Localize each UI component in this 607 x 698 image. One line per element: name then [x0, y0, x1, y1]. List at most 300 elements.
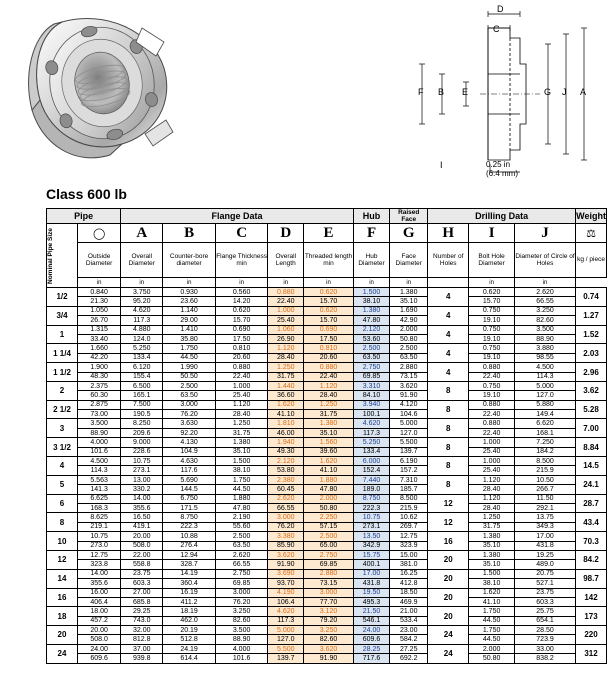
cell-in-7: 4.120 [390, 400, 428, 409]
cell-number-of-holes: 12 [428, 494, 469, 513]
cell-mm-2: 411.2 [163, 597, 216, 606]
col-title-number-of-holes: Number of Holes [428, 243, 469, 278]
cell-in-4: 1.000 [268, 306, 304, 315]
dim-label-A: A [580, 87, 587, 97]
table-row [47, 306, 607, 315]
cell-mm-9: 431.8 [515, 541, 576, 550]
col-title-bolt-hole-diameter: Bolt Hole Diameter [469, 243, 515, 278]
cell-in-1: 8.250 [121, 419, 163, 428]
cell-in-7: 27.25 [390, 644, 428, 653]
flange-3d-illustration [18, 10, 193, 170]
cell-mm-9: 838.2 [515, 654, 576, 663]
cell-mm-5: 69.85 [304, 560, 354, 569]
cell-nominal-pipe-size: 16 [47, 588, 78, 607]
cell-mm-1: 330.2 [121, 485, 163, 494]
cell-number-of-holes: 24 [428, 644, 469, 663]
cell-in-1: 7.500 [121, 400, 163, 409]
cell-in-5: 2.000 [304, 494, 354, 503]
cell-nominal-pipe-size: 8 [47, 513, 78, 532]
cell-number-of-holes: 4 [428, 325, 469, 344]
cell-mm-4: 85.90 [268, 541, 304, 550]
col-title-counterbore-diameter: Counter-bore diameter [163, 243, 216, 278]
table-row-mm [47, 410, 607, 419]
unit-in-holes [428, 278, 469, 288]
cell-in-6: 6.000 [353, 457, 389, 466]
cell-nominal-pipe-size: 1 1/4 [47, 344, 78, 363]
cell-mm-5: 31.75 [304, 410, 354, 419]
cell-mm-0: 60.30 [78, 391, 121, 400]
cell-in-5: 0.620 [304, 306, 354, 315]
col-title-overall-diameter: Overall Diameter [121, 243, 163, 278]
table-row-mm [47, 541, 607, 550]
cell-in-8: 1.620 [469, 588, 515, 597]
cell-in-2: 1.750 [163, 344, 216, 353]
cell-in-5: 0.810 [304, 344, 354, 353]
cell-in-7: 10.62 [390, 513, 428, 522]
cell-in-6: 8.750 [353, 494, 389, 503]
cell-mm-8: 25.40 [469, 447, 515, 456]
cell-in-4: 2.380 [268, 475, 304, 484]
cell-mm-6: 152.4 [353, 466, 389, 475]
cell-number-of-holes: 20 [428, 588, 469, 607]
cell-number-of-holes: 8 [428, 475, 469, 494]
cell-mm-4: 93.70 [268, 579, 304, 588]
cell-mm-5: 79.20 [304, 616, 354, 625]
cell-in-5: 0.880 [304, 363, 354, 372]
cell-mm-1: 558.8 [121, 560, 163, 569]
cell-mm-3: 47.80 [215, 503, 267, 512]
cell-mm-1: 419.1 [121, 522, 163, 531]
table-row-mm [47, 616, 607, 625]
cell-mm-8: 35.10 [469, 560, 515, 569]
cell-in-3: 3.250 [215, 607, 267, 616]
cell-weight: 0.74 [576, 288, 607, 307]
cell-mm-8: 19.10 [469, 391, 515, 400]
cell-mm-2: 29.00 [163, 316, 216, 325]
cell-mm-7: 139.7 [390, 447, 428, 456]
cell-mm-8: 19.10 [469, 316, 515, 325]
cell-in-9: 2.620 [515, 288, 576, 297]
cell-in-9: 19.25 [515, 550, 576, 559]
cell-mm-5: 15.70 [304, 316, 354, 325]
unit-in-D: in [215, 278, 267, 288]
cell-in-0: 0.840 [78, 288, 121, 297]
cell-mm-7: 412.8 [390, 579, 428, 588]
cell-mm-3: 28.40 [215, 410, 267, 419]
cell-in-7: 21.00 [390, 607, 428, 616]
cell-mm-0: 141.3 [78, 485, 121, 494]
table-row-mm [47, 353, 607, 362]
cell-mm-8: 44.50 [469, 635, 515, 644]
cell-mm-8: 25.40 [469, 466, 515, 475]
cell-mm-5: 28.40 [304, 391, 354, 400]
cell-in-6: 2.120 [353, 325, 389, 334]
cell-mm-9: 603.3 [515, 597, 576, 606]
cell-in-5: 1.620 [304, 457, 354, 466]
cell-in-7: 15.00 [390, 550, 428, 559]
col-title-threaded-length: Threaded length min [304, 243, 354, 278]
cell-mm-9: 723.9 [515, 635, 576, 644]
table-row [47, 532, 607, 541]
dim-label-C: C [493, 24, 500, 34]
cell-mm-1: 228.6 [121, 447, 163, 456]
cell-in-6: 3.940 [353, 400, 389, 409]
cell-mm-0: 457.2 [78, 616, 121, 625]
table-row [47, 438, 607, 447]
cell-in-0: 24.00 [78, 644, 121, 653]
cell-in-8: 0.750 [469, 306, 515, 315]
cell-mm-7: 42.90 [390, 316, 428, 325]
cell-mm-9: 184.2 [515, 447, 576, 456]
col-title-outside-diameter: Outside Diameter [78, 243, 121, 278]
cell-in-5: 3.120 [304, 607, 354, 616]
cell-mm-3: 31.75 [215, 428, 267, 437]
cell-mm-8: 35.10 [469, 541, 515, 550]
table-row [47, 607, 607, 616]
cell-in-9: 4.500 [515, 363, 576, 372]
cell-mm-6: 189.0 [353, 485, 389, 494]
cell-number-of-holes: 8 [428, 438, 469, 457]
cell-mm-3: 35.10 [215, 447, 267, 456]
cell-weight: 142 [576, 588, 607, 607]
cell-in-8: 0.880 [469, 400, 515, 409]
cell-mm-8: 15.70 [469, 297, 515, 306]
cell-mm-6: 117.3 [353, 428, 389, 437]
table-row [47, 325, 607, 334]
cell-mm-4: 66.55 [268, 503, 304, 512]
cell-in-1: 6.500 [121, 381, 163, 390]
cell-weight: 8.84 [576, 438, 607, 457]
cell-in-0: 12.75 [78, 550, 121, 559]
cell-mm-0: 33.40 [78, 334, 121, 343]
dim-label-B: B [438, 87, 445, 97]
cell-in-7: 5.000 [390, 419, 428, 428]
table-row [47, 588, 607, 597]
table-row-mm [47, 466, 607, 475]
cell-in-3: 1.380 [215, 438, 267, 447]
cell-in-4: 3.000 [268, 513, 304, 522]
cell-in-7: 7.310 [390, 475, 428, 484]
cell-mm-6: 133.4 [353, 447, 389, 456]
table-row [47, 569, 607, 578]
cell-in-6: 13.50 [353, 532, 389, 541]
cell-mm-6: 273.1 [353, 522, 389, 531]
cell-in-7: 16.25 [390, 569, 428, 578]
cell-mm-1: 117.3 [121, 316, 163, 325]
table-row-mm [47, 654, 607, 663]
cell-in-9: 6.620 [515, 419, 576, 428]
cell-in-1: 27.00 [121, 588, 163, 597]
cell-in-3: 4.000 [215, 644, 267, 653]
cell-mm-3: 82.60 [215, 616, 267, 625]
cell-number-of-holes: 8 [428, 381, 469, 400]
col-title-overall-length: Overall Length [268, 243, 304, 278]
dim-label-J: J [562, 87, 567, 97]
cell-mm-6: 400.1 [353, 560, 389, 569]
weight-scale-icon: ⚖ [576, 224, 607, 243]
cell-mm-6: 546.1 [353, 616, 389, 625]
cell-in-3: 3.500 [215, 626, 267, 635]
cell-mm-6: 47.80 [353, 316, 389, 325]
cell-mm-5: 73.15 [304, 579, 354, 588]
cell-in-1: 32.00 [121, 626, 163, 635]
cell-mm-4: 60.45 [268, 485, 304, 494]
cell-mm-1: 355.6 [121, 503, 163, 512]
cell-mm-4: 26.90 [268, 334, 304, 343]
cell-mm-7: 692.2 [390, 654, 428, 663]
letter-header-J: J [515, 224, 576, 243]
cell-in-1: 3.750 [121, 288, 163, 297]
table-row-mm [47, 297, 607, 306]
cell-in-7: 6.190 [390, 457, 428, 466]
cell-in-2: 24.19 [163, 644, 216, 653]
cell-mm-3: 88.90 [215, 635, 267, 644]
cell-in-7: 8.500 [390, 494, 428, 503]
cell-in-7: 2.000 [390, 325, 428, 334]
cell-in-2: 20.19 [163, 626, 216, 635]
cell-in-4: 1.810 [268, 419, 304, 428]
cell-in-4: 1.060 [268, 325, 304, 334]
cell-in-8: 1.750 [469, 607, 515, 616]
cell-in-8: 0.750 [469, 344, 515, 353]
cell-in-0: 2.875 [78, 400, 121, 409]
cell-mm-7: 469.9 [390, 597, 428, 606]
drawings-area [0, 0, 607, 196]
cell-in-4: 1.250 [268, 363, 304, 372]
cell-in-9: 5.000 [515, 381, 576, 390]
cell-in-4: 5.000 [268, 626, 304, 635]
cell-in-0: 3.500 [78, 419, 121, 428]
cell-mm-7: 533.4 [390, 616, 428, 625]
cell-in-0: 14.00 [78, 569, 121, 578]
cell-mm-9: 654.1 [515, 616, 576, 625]
cell-in-2: 3.630 [163, 419, 216, 428]
cell-mm-6: 717.6 [353, 654, 389, 663]
cell-in-1: 29.25 [121, 607, 163, 616]
cell-mm-2: 117.6 [163, 466, 216, 475]
cell-mm-0: 355.6 [78, 579, 121, 588]
cell-mm-4: 28.40 [268, 353, 304, 362]
cell-mm-5: 17.50 [304, 334, 354, 343]
cell-in-6: 21.50 [353, 607, 389, 616]
cell-in-3: 1.880 [215, 494, 267, 503]
cell-in-1: 13.00 [121, 475, 163, 484]
cell-mm-4: 76.20 [268, 522, 304, 531]
cell-mm-7: 91.90 [390, 391, 428, 400]
cell-mm-8: 28.40 [469, 503, 515, 512]
table-row [47, 626, 607, 635]
cell-in-6: 19.50 [353, 588, 389, 597]
cell-mm-8: 19.10 [469, 334, 515, 343]
cell-in-1: 22.00 [121, 550, 163, 559]
cell-in-4: 1.620 [268, 400, 304, 409]
dim-label-F: F [418, 87, 424, 97]
cell-mm-7: 157.2 [390, 466, 428, 475]
cell-mm-7: 104.6 [390, 410, 428, 419]
cell-mm-2: 92.20 [163, 428, 216, 437]
cell-in-1: 23.75 [121, 569, 163, 578]
cell-mm-5: 57.15 [304, 522, 354, 531]
table-row [47, 494, 607, 503]
cell-mm-6: 495.3 [353, 597, 389, 606]
cell-mm-2: 171.5 [163, 503, 216, 512]
cell-mm-5: 65.00 [304, 541, 354, 550]
cell-in-0: 1.660 [78, 344, 121, 353]
cell-in-9: 28.50 [515, 626, 576, 635]
cell-in-3: 0.690 [215, 325, 267, 334]
cell-mm-8: 22.40 [469, 410, 515, 419]
table-row-mm [47, 503, 607, 512]
cell-nominal-pipe-size: 2 1/2 [47, 400, 78, 419]
cell-mm-7: 35.10 [390, 297, 428, 306]
cell-in-8: 1.120 [469, 475, 515, 484]
cell-in-7: 2.880 [390, 363, 428, 372]
cell-mm-4: 106.4 [268, 597, 304, 606]
cell-mm-9: 88.90 [515, 334, 576, 343]
cell-weight: 312 [576, 644, 607, 663]
table-body [47, 288, 607, 664]
cell-mm-6: 222.3 [353, 503, 389, 512]
cell-in-2: 4.630 [163, 457, 216, 466]
cell-mm-6: 84.10 [353, 391, 389, 400]
cell-in-2: 16.19 [163, 588, 216, 597]
cell-weight: 98.7 [576, 569, 607, 588]
cell-mm-7: 584.2 [390, 635, 428, 644]
cell-in-3: 1.500 [215, 457, 267, 466]
cell-mm-0: 101.6 [78, 447, 121, 456]
cell-in-0: 4.000 [78, 438, 121, 447]
cell-in-4: 1.120 [268, 344, 304, 353]
cell-in-3: 0.620 [215, 306, 267, 315]
cell-number-of-holes: 24 [428, 626, 469, 645]
cell-in-2: 6.750 [163, 494, 216, 503]
pipe-icon: ◯ [78, 224, 121, 243]
cell-mm-1: 603.3 [121, 579, 163, 588]
cell-mm-3: 63.50 [215, 541, 267, 550]
cell-in-4: 5.500 [268, 644, 304, 653]
cell-nominal-pipe-size: 10 [47, 532, 78, 551]
cell-mm-3: 44.50 [215, 485, 267, 494]
cell-mm-5: 47.80 [304, 485, 354, 494]
cell-nominal-pipe-size: 5 [47, 475, 78, 494]
cell-in-5: 0.690 [304, 325, 354, 334]
cell-mm-6: 342.9 [353, 541, 389, 550]
cell-in-9: 20.75 [515, 569, 576, 578]
group-header-raised-face: Raised Face [390, 209, 428, 224]
cell-mm-3: 76.20 [215, 597, 267, 606]
cell-weight: 28.7 [576, 494, 607, 513]
cell-mm-8: 31.75 [469, 522, 515, 531]
cell-number-of-holes: 4 [428, 288, 469, 307]
cell-number-of-holes: 4 [428, 363, 469, 382]
dim-label-I: I [440, 160, 443, 170]
cell-mm-0: 219.1 [78, 522, 121, 531]
cell-in-0: 20.00 [78, 626, 121, 635]
table-row [47, 457, 607, 466]
cell-in-9: 17.00 [515, 532, 576, 541]
col-title-bolt-circle-diameter: Diameter of Circle of Holes [515, 243, 576, 278]
page-title: Class 600 lb [46, 186, 127, 202]
cell-mm-4: 49.30 [268, 447, 304, 456]
cell-in-5: 2.880 [304, 569, 354, 578]
cell-in-8: 1.120 [469, 494, 515, 503]
table-row-mm [47, 447, 607, 456]
cell-in-0: 1.050 [78, 306, 121, 315]
cell-mm-4: 22.40 [268, 297, 304, 306]
cell-mm-2: 23.60 [163, 297, 216, 306]
cell-mm-9: 98.55 [515, 353, 576, 362]
cell-mm-2: 76.20 [163, 410, 216, 419]
col-title-flange-thickness: Flange Thickness min [215, 243, 267, 278]
cell-in-9: 10.50 [515, 475, 576, 484]
table-row [47, 550, 607, 559]
cell-mm-9: 489.0 [515, 560, 576, 569]
table-row [47, 344, 607, 353]
cell-in-7: 18.50 [390, 588, 428, 597]
cell-mm-7: 323.9 [390, 541, 428, 550]
cell-mm-4: 91.90 [268, 560, 304, 569]
cell-mm-0: 273.0 [78, 541, 121, 550]
cell-mm-9: 168.1 [515, 428, 576, 437]
table-row-mm [47, 579, 607, 588]
cell-in-9: 7.250 [515, 438, 576, 447]
letter-header-C: C [215, 224, 267, 243]
cell-nominal-pipe-size: 3 1/2 [47, 438, 78, 457]
cell-mm-2: 462.0 [163, 616, 216, 625]
cell-in-3: 1.250 [215, 419, 267, 428]
cell-weight: 2.03 [576, 344, 607, 363]
cell-mm-1: 508.0 [121, 541, 163, 550]
cell-in-2: 4.130 [163, 438, 216, 447]
cell-mm-9: 127.0 [515, 391, 576, 400]
cell-mm-7: 185.7 [390, 485, 428, 494]
cell-in-9: 25.75 [515, 607, 576, 616]
cell-mm-5: 50.80 [304, 503, 354, 512]
cell-in-8: 1.380 [469, 550, 515, 559]
cell-in-3: 3.000 [215, 588, 267, 597]
cell-number-of-holes: 16 [428, 532, 469, 551]
cell-mm-2: 328.7 [163, 560, 216, 569]
cell-in-6: 15.75 [353, 550, 389, 559]
cell-in-4: 4.620 [268, 607, 304, 616]
cell-in-5: 1.120 [304, 381, 354, 390]
letter-header-G: G [390, 224, 428, 243]
cell-mm-3: 55.60 [215, 522, 267, 531]
cell-mm-9: 66.55 [515, 297, 576, 306]
cell-mm-5: 91.90 [304, 654, 354, 663]
cell-mm-4: 46.00 [268, 428, 304, 437]
cell-mm-0: 26.70 [78, 316, 121, 325]
cell-mm-3: 38.10 [215, 466, 267, 475]
table-row-mm [47, 372, 607, 381]
cell-nominal-pipe-size: 20 [47, 626, 78, 645]
cell-in-0: 1.900 [78, 363, 121, 372]
cell-mm-1: 273.1 [121, 466, 163, 475]
cell-in-9: 5.880 [515, 400, 576, 409]
cell-in-1: 9.000 [121, 438, 163, 447]
cell-nominal-pipe-size: 3 [47, 419, 78, 438]
cell-mm-8: 28.40 [469, 485, 515, 494]
cell-weight: 14.5 [576, 457, 607, 476]
table-row-mm [47, 485, 607, 494]
cell-in-2: 12.94 [163, 550, 216, 559]
cell-mm-8: 44.50 [469, 616, 515, 625]
unit-in-A: in [78, 278, 121, 288]
cell-mm-5: 82.60 [304, 635, 354, 644]
cell-in-8: 1.000 [469, 438, 515, 447]
table-row [47, 475, 607, 484]
cell-mm-5: 39.60 [304, 447, 354, 456]
